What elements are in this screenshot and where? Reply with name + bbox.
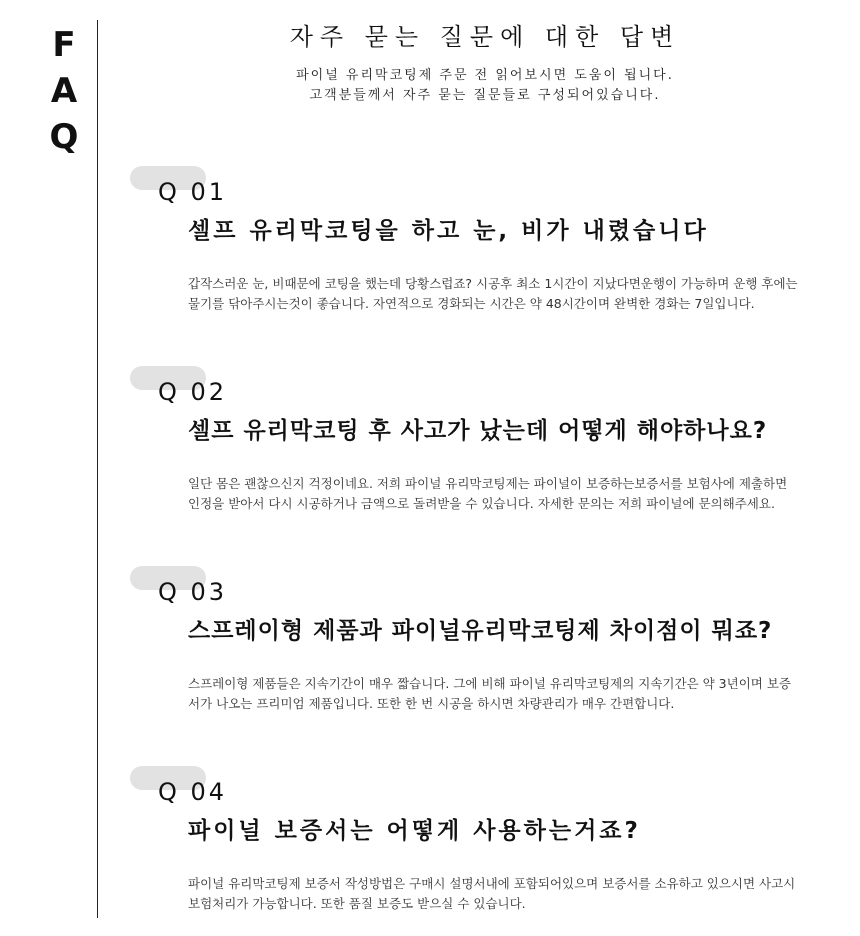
question-number: Q 01 — [158, 178, 228, 206]
answer-text: 파이널 유리막코팅제 보증서 작성방법은 구매시 설명서내에 포함되어있으며 보증서를 소유하고 있으시면 사고시 보험처리가 가능합니다. 또한 품질 보증도 받으실 수 있습니다. — [188, 876, 796, 911]
answer-text: 갑작스러운 눈, 비때문에 코팅을 했는데 당황스럽죠? 시공후 최소 1시간이 지났다면운행이 가능하며 운행 후에는 물기를 닦아주시는것이 좋습니다. 자연적으로 경화되는 시간은 약 48시간이며 완벽한 경화는 7일입니다. — [188, 276, 798, 311]
page-subtitle — [110, 66, 860, 106]
question-number: Q 03 — [158, 578, 228, 606]
question-title: 스프레이형 제품과 파이널유리막코팅제 차이점이 뭐죠? — [188, 618, 773, 644]
subtitle-line-2: 고객분들께서 자주 묻는 질문들로 구성되어있습니다. — [309, 88, 661, 103]
faq-vertical-label — [44, 22, 84, 160]
faq-letter-f: F — [52, 25, 76, 65]
page-header — [110, 20, 860, 106]
faq-letter-q: Q — [49, 117, 79, 157]
question-number: Q 02 — [158, 378, 228, 406]
faq-letter-a: A — [50, 71, 78, 111]
question-title: 파이널 보증서는 어떻게 사용하는거죠? — [188, 818, 641, 844]
subtitle-line-1: 파이널 유리막코팅제 주문 전 읽어보시면 도움이 됩니다. — [296, 68, 674, 83]
question-title: 셀프 유리막코팅을 하고 눈, 비가 내렸습니다 — [188, 218, 709, 244]
answer-text: 일단 몸은 괜찮으신지 걱정이네요. 저희 파이널 유리막코팅제는 파이널이 보증하는보증서를 보험사에 제출하면 인정을 받아서 다시 시공하거나 금액으로 돌려받을 수 있습니다. 자세한 문의는 저희 파이널에 문의해주세요. — [188, 476, 788, 511]
question-number: Q 04 — [158, 778, 228, 806]
page-title: 자주 묻는 질문에 대한 답변 — [289, 23, 681, 51]
question-title: 셀프 유리막코팅 후 사고가 났는데 어떻게 해야하나요? — [188, 418, 768, 444]
answer-text: 스프레이형 제품들은 지속기간이 매우 짧습니다. 그에 비해 파이널 유리막코팅제의 지속기간은 약 3년이며 보증서가 나오는 프리미엄 제품입니다. 또한 한 번 시공을 하시면 차량관리가 매우 간편합니다. — [188, 676, 791, 711]
vertical-divider — [97, 20, 98, 918]
